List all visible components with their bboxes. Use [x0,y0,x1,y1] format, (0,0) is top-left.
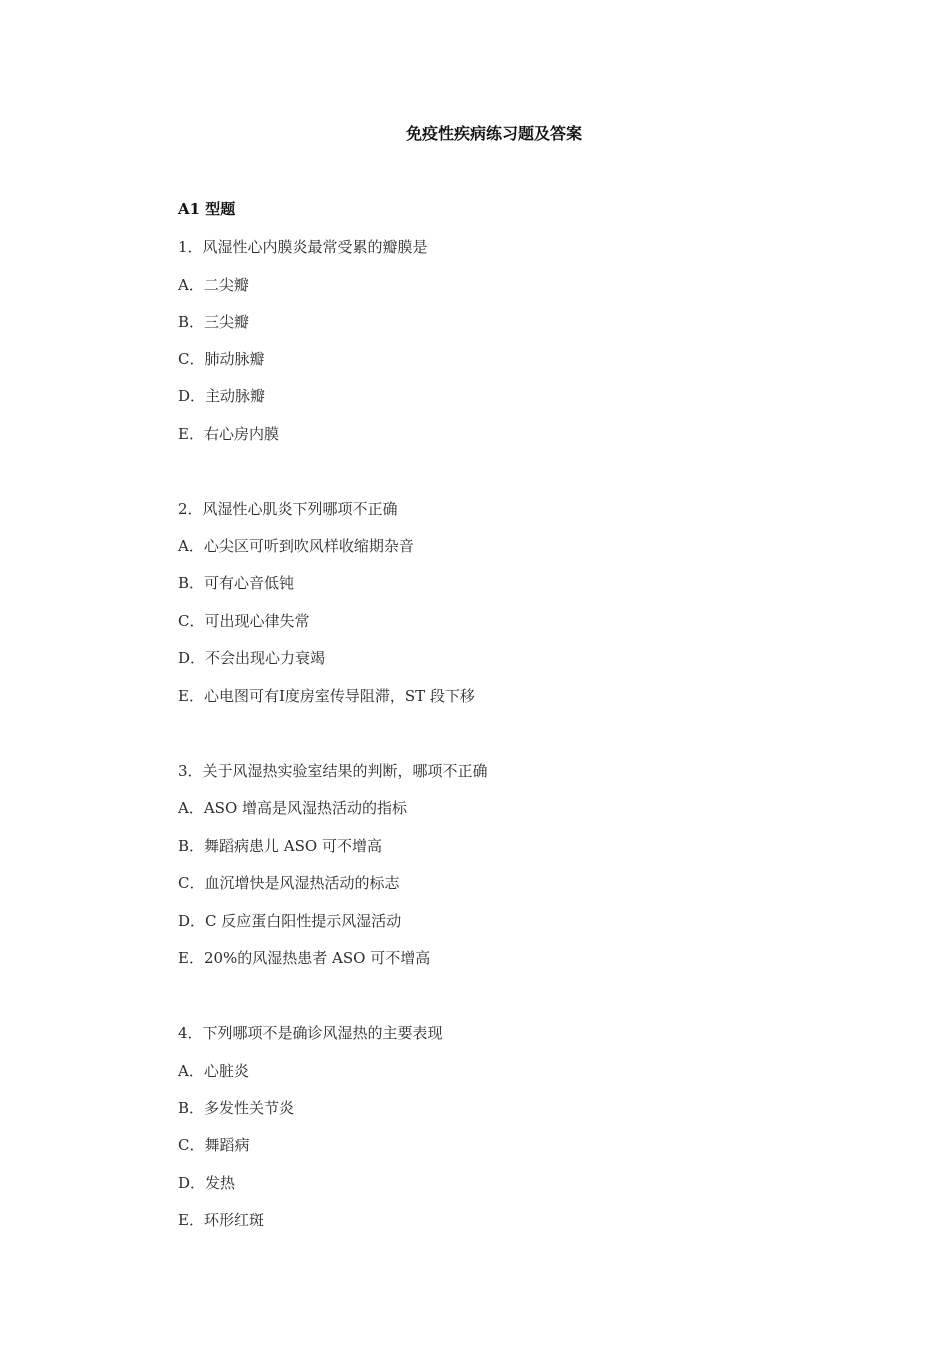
question-3-option-b: B．舞蹈病患儿 ASO 可不增高 [178,837,382,855]
section-heading: A1 型题 [178,200,236,218]
question-4-option-d: D．发热 [178,1174,236,1192]
question-1-option-a: A．二尖瓣 [178,276,249,294]
question-1-stem: 1．风湿性心内膜炎最常受累的瓣膜是 [178,238,428,256]
question-2-option-e: E．心电图可有Ⅰ度房室传导阻滞，ST 段下移 [178,687,475,705]
question-4-option-b: B．多发性关节炎 [178,1099,295,1117]
question-3-option-e: E．20%的风湿热患者 ASO 可不增高 [178,949,431,967]
question-1-option-b: B．三尖瓣 [178,313,250,331]
question-2-stem: 2．风湿性心肌炎下列哪项不正确 [178,500,398,518]
question-3-option-d: D．C 反应蛋白阳性提示风湿活动 [178,912,402,930]
question-2-option-a: A．心尖区可听到吹风样收缩期杂音 [178,537,414,555]
question-4-option-e: E．环形红斑 [178,1211,264,1229]
question-2-option-d: D．不会出现心力衰竭 [178,649,326,667]
question-1-option-e: E．右心房内膜 [178,425,279,443]
document-title: 免疫性疾病练习题及答案 [405,124,582,143]
question-4-option-c: C．舞蹈病 [178,1136,250,1154]
question-1-option-c: C．肺动脉瓣 [178,350,265,368]
question-3-stem: 3．关于风湿热实验室结果的判断，哪项不正确 [178,762,488,780]
question-3-option-a: A．ASO 增高是风湿热活动的指标 [178,799,408,817]
question-2-option-c: C．可出现心律失常 [178,612,310,630]
question-1-option-d: D．主动脉瓣 [178,387,266,405]
question-2-option-b: B．可有心音低钝 [178,574,295,592]
question-3-option-c: C．血沉增快是风湿热活动的标志 [178,874,400,892]
question-4-stem: 4．下列哪项不是确诊风湿热的主要表现 [178,1024,443,1042]
question-4-option-a: A．心脏炎 [178,1062,249,1080]
